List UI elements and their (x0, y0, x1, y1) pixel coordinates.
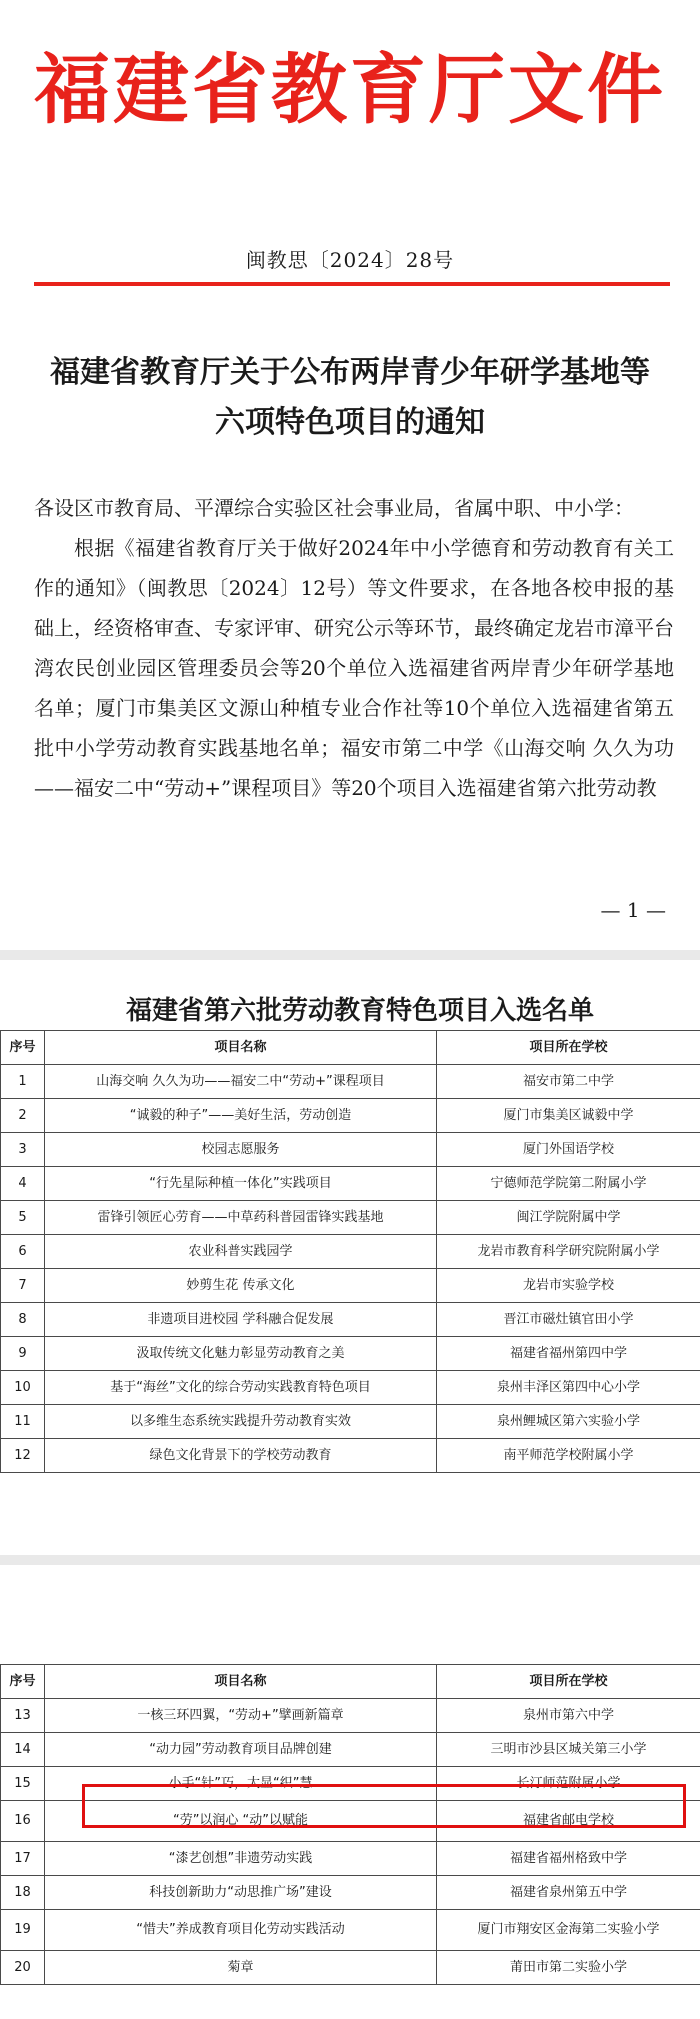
table-row (1, 1133, 700, 1167)
row-no: 6 (1, 1235, 45, 1269)
row-school: 南平师范学校附属小学 (437, 1439, 700, 1473)
row-name: 以多维生态系统实践提升劳动教育实效 (45, 1405, 437, 1439)
row-no: 13 (1, 1699, 45, 1733)
notice-title (30, 348, 670, 448)
row-school: 宁德师范学院第二附属小学 (437, 1167, 700, 1201)
header-no: 序号 (1, 1665, 45, 1699)
row-school: 泉州市第六中学 (437, 1699, 700, 1733)
table-row (1, 1167, 700, 1201)
header-no: 序号 (1, 1031, 45, 1065)
row-school: 厦门市集美区诚毅中学 (437, 1099, 700, 1133)
row-no: 2 (1, 1099, 45, 1133)
row-school: 福建省泉州第五中学 (437, 1876, 700, 1910)
row-school: 泉州鲤城区第六实验小学 (437, 1405, 700, 1439)
row-name: 科技创新助力“动思推广场”建设 (45, 1876, 437, 1910)
row-school: 福建省邮电学校 (437, 1801, 700, 1842)
row-no: 16 (1, 1801, 45, 1842)
row-name: “惜夫”养成教育项目化劳动实践活动 (45, 1910, 437, 1951)
header-school: 项目所在学校 (437, 1031, 700, 1065)
header-name: 项目名称 (45, 1665, 437, 1699)
row-no: 7 (1, 1269, 45, 1303)
notice-body: 根据《福建省教育厅关于做好2024年中小学德育和劳动教育有关工作的通知》（闽教思〔2024〕12号）等文件要求，在各地各校申报的基础上，经资格审查、专家评审、研究公示等环节，最终确定龙岩市漳平台湾农民创业园区管理委员会等20个单位入选福建省两岸青少年研学基地名单；厦门市集美区文源山种植专业合作社等10个单位入选福建省第五批中小学劳动教育实践基地名单；福安市第二中学《山海交响 久久为功——福安二中“劳动+”课程项目》等20个项目入选福建省第六批劳动教 (34, 536, 674, 800)
row-school: 长汀师范附属小学 (437, 1767, 700, 1801)
table-row (1, 1099, 700, 1133)
row-name: 一核三环四翼，“劳动+”擘画新篇章 (45, 1699, 437, 1733)
notice-title-line-1: 福建省教育厅关于公布两岸青少年研学基地等 (50, 355, 650, 390)
row-school: 莆田市第二实验小学 (437, 1951, 700, 1985)
highlight-box (82, 1784, 686, 1828)
row-school: 晋江市磁灶镇官田小学 (437, 1303, 700, 1337)
table-row (1, 1733, 700, 1767)
row-no: 20 (1, 1951, 45, 1985)
row-name: 小手“针”巧，大显“织”慧 (45, 1767, 437, 1801)
red-letterhead: 福建省教育厅文件 (34, 45, 666, 134)
red-divider (34, 282, 670, 286)
table-row (1, 1876, 700, 1910)
row-no: 19 (1, 1910, 45, 1951)
row-name: 妙剪生花 传承文化 (45, 1269, 437, 1303)
row-name: 农业科普实践园学 (45, 1235, 437, 1269)
row-school: 厦门外国语学校 (437, 1133, 700, 1167)
row-no: 18 (1, 1876, 45, 1910)
row-name: “动力园”劳动教育项目品牌创建 (45, 1733, 437, 1767)
table-row (1, 1269, 700, 1303)
row-no: 4 (1, 1167, 45, 1201)
row-school: 闽江学院附属中学 (437, 1201, 700, 1235)
table-row (1, 1842, 700, 1876)
row-school: 福建省福州格致中学 (437, 1842, 700, 1876)
row-name: “诚毅的种子”——美好生活，劳动创造 (45, 1099, 437, 1133)
row-school: 龙岩市教育科学研究院附属小学 (437, 1235, 700, 1269)
header-school: 项目所在学校 (437, 1665, 700, 1699)
table-row (1, 1371, 700, 1405)
row-no: 9 (1, 1337, 45, 1371)
row-no: 15 (1, 1767, 45, 1801)
salutation: 各设区市教育局、平潭综合实验区社会事业局，省属中职、中小学： (34, 496, 634, 520)
table-row (1, 1303, 700, 1337)
row-no: 17 (1, 1842, 45, 1876)
project-table-part-1 (0, 1030, 700, 1473)
list-title: 福建省第六批劳动教育特色项目入选名单 (125, 996, 594, 1026)
row-school: 福安市第二中学 (437, 1065, 700, 1099)
table-row (1, 1951, 700, 1985)
table-header-row (1, 1665, 700, 1699)
row-no: 10 (1, 1371, 45, 1405)
row-name: “行先星际种植一体化”实践项目 (45, 1167, 437, 1201)
row-school: 福建省福州第四中学 (437, 1337, 700, 1371)
table-row (1, 1235, 700, 1269)
row-name: 绿色文化背景下的学校劳动教育 (45, 1439, 437, 1473)
row-no: 14 (1, 1733, 45, 1767)
row-name: 山海交响 久久为功——福安二中“劳动+”课程项目 (45, 1065, 437, 1099)
page-number: — 1 — (600, 898, 666, 922)
table-header-row (1, 1031, 700, 1065)
row-name: 非遗项目进校园 学科融合促发展 (45, 1303, 437, 1337)
table-row (1, 1337, 700, 1371)
row-no: 12 (1, 1439, 45, 1473)
row-school: 泉州丰泽区第四中心小学 (437, 1371, 700, 1405)
row-name: 菊章 (45, 1951, 437, 1985)
row-school: 三明市沙县区城关第三小学 (437, 1733, 700, 1767)
header-name: 项目名称 (45, 1031, 437, 1065)
row-name: 汲取传统文化魅力彰显劳动教育之美 (45, 1337, 437, 1371)
row-name: “劳”以润心 “动”以赋能 (45, 1801, 437, 1842)
row-name: “漆艺创想”非遗劳动实践 (45, 1842, 437, 1876)
row-name: 基于“海丝”文化的综合劳动实践教育特色项目 (45, 1371, 437, 1405)
row-no: 1 (1, 1065, 45, 1099)
row-no: 8 (1, 1303, 45, 1337)
table-row (1, 1065, 700, 1099)
row-no: 3 (1, 1133, 45, 1167)
table-row (1, 1439, 700, 1473)
row-school: 龙岩市实验学校 (437, 1269, 700, 1303)
table-row (1, 1405, 700, 1439)
row-no: 5 (1, 1201, 45, 1235)
row-no: 11 (1, 1405, 45, 1439)
row-name: 雷锋引领匠心劳育——中草药科普园雷锋实践基地 (45, 1201, 437, 1235)
table-row (1, 1910, 700, 1951)
row-name: 校园志愿服务 (45, 1133, 437, 1167)
row-school: 厦门市翔安区金海第二实验小学 (437, 1910, 700, 1951)
table-row (1, 1699, 700, 1733)
document-number: 闽教思〔2024〕28号 (245, 248, 455, 272)
notice-title-line-2: 六项特色项目的通知 (215, 405, 485, 440)
table-row (1, 1201, 700, 1235)
